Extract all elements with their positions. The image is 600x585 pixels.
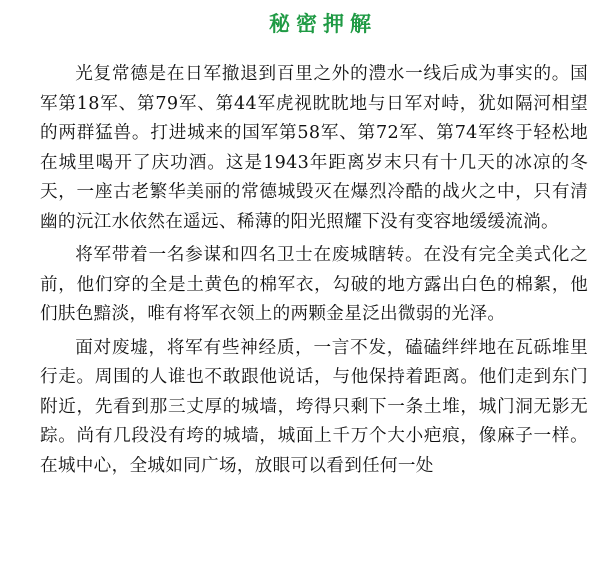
chapter-body — [40, 60, 588, 481]
paragraph: 面对废墟，将军有些神经质，一言不发，磕磕绊绊地在瓦砾堆里行走。周围的人谁也不敢跟他说话，与他保持着距离。他们走到东门附近，先看到那三丈厚的城墙，垮得只剩下一条土堆，城门洞无影无踪。尚有几段没有垮的城墙，城面上千万个大小疤痕，像麻子一样。在城中心，全城如同广场，放眼可以看到任何一处 — [40, 337, 588, 476]
paragraph: 光复常德是在日军撤退到百里之外的澧水一线后成为事实的。国军第18军、第79军、第44军虎视眈眈地与日军对峙，犹如隔河相望的两群猛兽。打进城来的国军第58军、第72军、第74军终于轻松地在城里喝开了庆功酒。这是1943年距离岁末只有十几天的冰凉的冬天，一座古老繁华美丽的常德城毁灭在爆烈冷酷的战火之中，只有清幽的沅江水依然在遥远、稀薄的阳光照耀下没有变容地缓缓流淌。 — [40, 64, 588, 232]
chapter-title: 秘密押解 — [269, 12, 377, 36]
paragraph: 将军带着一名参谋和四名卫士在废城瞎转。在没有完全美式化之前，他们穿的全是土黄色的棉军衣，勾破的地方露出白色的棉絮，他们肤色黯淡，唯有将军衣领上的两颗金星泛出微弱的光泽。 — [40, 245, 588, 324]
